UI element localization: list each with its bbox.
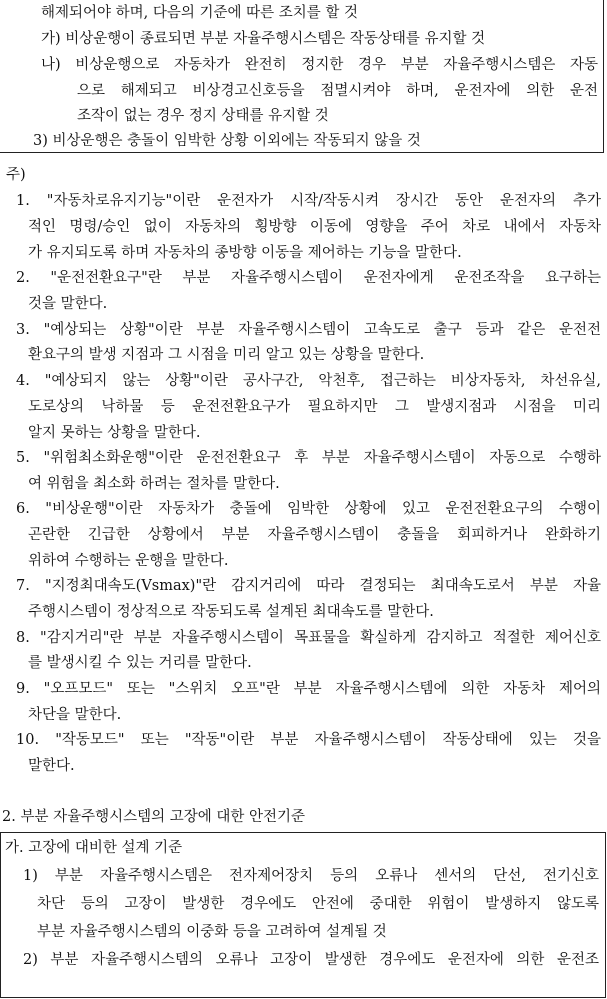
failure-design-box	[0, 832, 606, 998]
text-line: 으로 해제되고 비상경고신호등을 점멸시켜야 하며, 운전자에 의한 운전	[77, 83, 598, 99]
note-1-line: 적인 명령/승인 없이 자동차의 횡방향 이동에 영향을 주어 차로 내에서 자동차	[28, 219, 601, 235]
top-requirements-box	[0, 0, 604, 153]
note-1-line: 가 유지되도록 하며 자동차의 종방향 이동을 제어하는 기능을 말한다.	[28, 245, 462, 261]
note-4-line: 알지 못하는 상황을 말한다.	[28, 425, 201, 441]
notes-heading: 주)	[6, 167, 26, 183]
text-line: 조작이 없는 경우 정지 상태를 유지할 것	[77, 108, 329, 124]
note-3-line: 환요구의 발생 지점과 그 시점을 미리 알고 있는 상황을 말한다.	[28, 347, 425, 363]
note-8-line: 8. "감지거리"란 부분 자율주행시스템이 목표물을 확실하게 감지하고 적절한 제어신호	[16, 630, 601, 646]
note-10-line: 10. "작동모드" 또는 "작동"이란 부분 자율주행시스템이 작동상태에 있는 것을	[16, 732, 601, 748]
note-3-line: 3. "예상되는 상황"이란 부분 자율주행시스템이 고속도로 출구 등과 같은 운전전	[16, 322, 601, 338]
text-line: 차단 등의 고장이 발생한 경우에도 안전에 중대한 위험이 발생하지 않도록	[37, 896, 599, 912]
note-6-line: 6. "비상운행"이란 자동차가 충돌에 임박한 상황에 있고 운전전환요구의 수행이	[16, 501, 601, 517]
note-2-line: 것을 말한다.	[28, 296, 108, 312]
note-4-line: 도로상의 낙하물 등 운전전환요구가 필요하지만 그 발생지점과 시점을 미리	[28, 399, 601, 415]
text-line: 1) 부분 자율주행시스템은 전자제어장치 등의 오류나 센서의 단선, 전기신호	[23, 868, 599, 884]
text-line: 2) 부분 자율주행시스템의 오류나 고장이 발생한 경우에도 운전자에 의한 운전조	[23, 952, 599, 968]
note-10-line: 말한다.	[28, 758, 75, 774]
section-2-heading: 2. 부분 자율주행시스템의 고장에 대한 안전기준	[2, 809, 306, 825]
note-2-line: 2. "운전전환요구"란 부분 자율주행시스템이 운전자에게 운전조작을 요구하는	[16, 270, 601, 286]
note-5-line: 5. "위험최소화운행"이란 운전전환요구 후 부분 자율주행시스템이 자동으로 수행하	[16, 450, 601, 466]
text-line: 가) 비상운행이 종료되면 부분 자율주행시스템은 작동상태를 유지할 것	[41, 31, 486, 47]
note-7-line: 7. "지정최대속도(Vsmax)"란 감지거리에 따라 결정되는 최대속도로서 부분 자율	[16, 578, 601, 594]
note-1-line: 1. "자동차로유지기능"이란 운전자가 시작/작동시켜 장시간 동안 운전자의 추가	[16, 193, 601, 209]
text-line: 나) 비상운행으로 자동차가 완전히 정지한 경우 부분 자율주행시스템은 자동	[41, 57, 598, 73]
text-line: 부분 자율주행시스템의 이중화 등을 고려하여 설계될 것	[37, 924, 387, 940]
note-9-line: 차단을 말한다.	[28, 707, 122, 723]
note-6-line: 곤란한 긴급한 상황에서 부분 자율주행시스템이 충돌을 회피하거나 완화하기	[28, 527, 601, 543]
note-4-line: 4. "예상되지 않는 상황"이란 공사구간, 악천후, 접근하는 비상자동차, 차선유실,	[16, 373, 601, 389]
note-6-line: 위하여 수행하는 운행을 말한다.	[28, 553, 229, 569]
text-line: 해제되어야 하며, 다음의 기준에 따른 조치를 할 것	[41, 5, 359, 21]
note-8-line: 를 발생시킬 수 있는 거리를 말한다.	[28, 655, 252, 671]
text-line: 3) 비상운행은 충돌이 임박한 상황 이외에는 작동되지 않을 것	[33, 133, 421, 149]
note-7-line: 주행시스템이 정상적으로 작동되도록 설계된 최대속도를 말한다.	[28, 604, 434, 620]
note-5-line: 여 위험을 최소화 하려는 절차를 말한다.	[28, 476, 280, 492]
note-9-line: 9. "오프모드" 또는 "스위치 오프"란 부분 자율주행시스템에 의한 자동차 제어의	[16, 681, 601, 697]
subsection-heading: 가. 고장에 대비한 설계 기준	[5, 840, 183, 856]
